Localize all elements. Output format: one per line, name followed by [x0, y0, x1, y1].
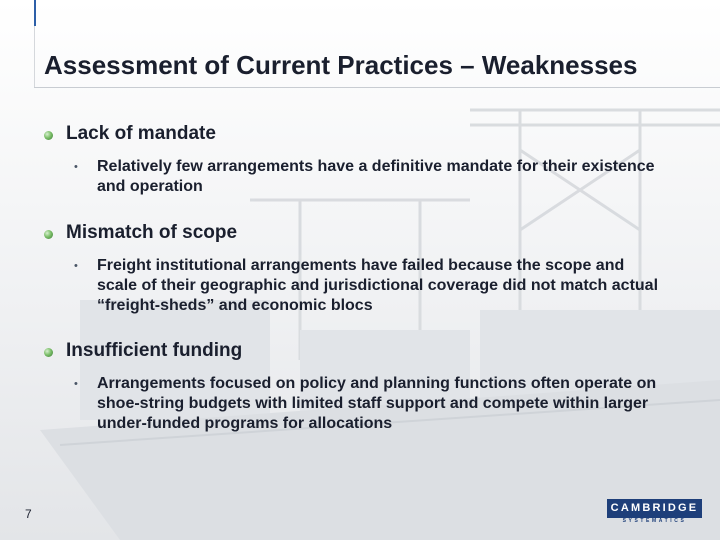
sub-bullet-item: [74, 256, 664, 316]
sub-bullet-item: [74, 374, 664, 434]
slide-title: Assessment of Current Practices – Weaknesses: [44, 50, 638, 80]
green-bullet-icon: [44, 131, 53, 140]
bullet-heading: Lack of mandate: [66, 123, 216, 144]
green-bullet-icon: [44, 348, 53, 357]
accent-vertical-line: [34, 0, 36, 26]
sub-bullet-dot-icon: •: [74, 378, 78, 390]
sub-bullet-item: [74, 157, 664, 197]
bullet-heading: Insufficient funding: [66, 340, 243, 361]
sub-bullet-dot-icon: •: [74, 260, 78, 272]
sub-bullet-dot-icon: •: [74, 161, 78, 173]
sub-bullet-text: Relatively few arrangements have a definitive mandate for their existence and operation: [97, 158, 655, 195]
logo-wordmark: CAMBRIDGE: [610, 502, 699, 514]
bullet-heading: Mismatch of scope: [66, 222, 238, 243]
logo-subtitle: SYSTEMATICS: [622, 518, 687, 524]
cambridge-systematics-logo: [607, 499, 702, 527]
sub-bullet-text: Freight institutional arrangements have failed because the scope and scale of their geographic and jurisdictional coverage did not match actual “freight-sheds” and economic blocs: [97, 257, 659, 314]
page-number: 7: [25, 507, 32, 521]
sub-bullet-text: Arrangements focused on policy and planning functions often operate on shoe-string budgets with limited staff support and compete within larger under-funded programs for allocations: [97, 375, 657, 432]
bullet-item: [44, 123, 216, 145]
bullet-item: [44, 222, 237, 244]
bullet-item: [44, 340, 242, 362]
title-underline-rule: [34, 87, 720, 88]
title-vertical-rule: [34, 26, 35, 88]
green-bullet-icon: [44, 230, 53, 239]
